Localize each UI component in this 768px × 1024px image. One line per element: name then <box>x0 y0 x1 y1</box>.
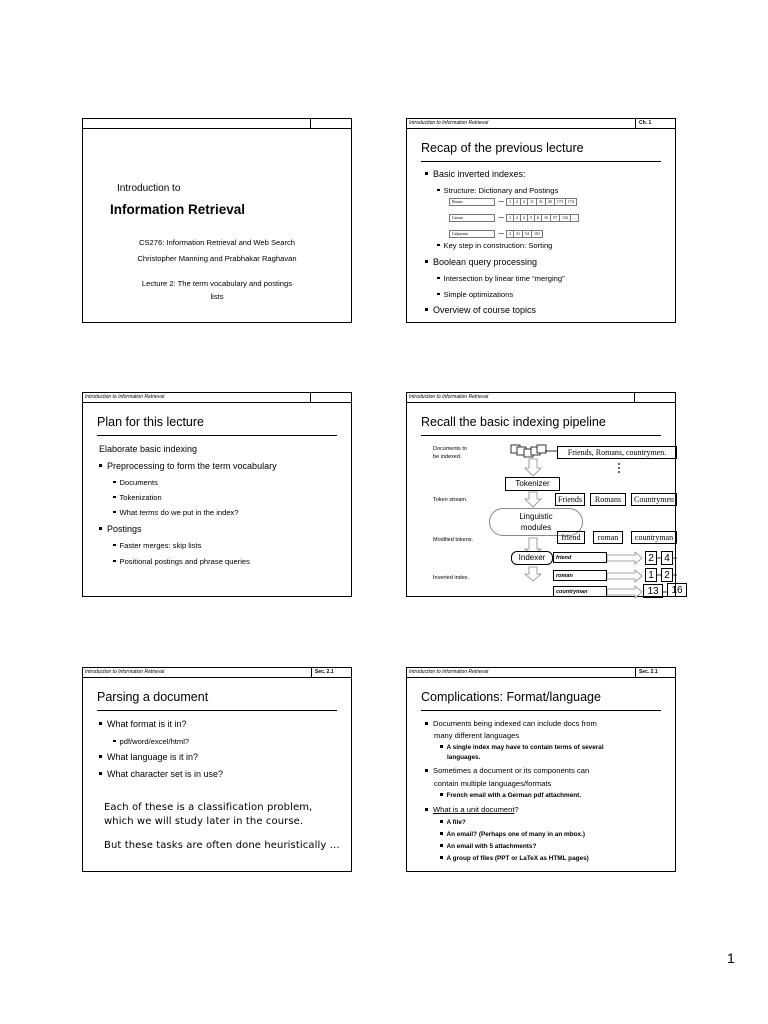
postings-term: Caesar <box>449 214 495 222</box>
slide-parsing <box>82 667 352 872</box>
label-inverted-index: Inverted index. <box>433 575 470 581</box>
sub-bullet-cont: languages. <box>447 754 481 761</box>
lecture-line: Lecture 2: The term vocabulary and postings <box>141 279 293 288</box>
posting-box: 2 <box>661 568 673 582</box>
sub-bullet: Tokenization <box>113 493 162 502</box>
modified-token-box: friend <box>557 531 585 544</box>
bullet-square-icon <box>425 769 428 772</box>
modules-label: modules <box>520 523 552 532</box>
section-label: Sec. 2.1 <box>635 668 675 677</box>
bullet-square-icon <box>440 745 443 748</box>
section-box <box>310 119 351 128</box>
slide-plan <box>82 392 352 597</box>
bullet: Postings <box>99 524 142 534</box>
postings-table <box>449 198 579 240</box>
bullet-square-icon <box>99 464 102 467</box>
bullet-cont: contain multiple languages/formats <box>434 779 552 788</box>
bullet-square-icon <box>425 260 428 263</box>
slide-header-bar <box>83 668 351 678</box>
section-box <box>310 393 351 402</box>
slide-complications <box>406 667 676 872</box>
bullet-square-icon <box>113 560 116 563</box>
sub-bullet: Documents <box>113 478 158 487</box>
bullet: Basic inverted indexes: <box>425 169 526 179</box>
bullet-square-icon <box>440 844 443 847</box>
label-token-stream: Token stream. <box>433 497 468 503</box>
token-box: Romans <box>590 493 626 506</box>
bullet-square-icon <box>440 856 443 859</box>
authors-line: Christopher Manning and Prabhakar Raghavan <box>137 254 297 263</box>
label-documents: Documents to <box>433 446 467 452</box>
course-line: CS276: Information Retrieval and Web Search <box>138 238 296 247</box>
sub-bullet: What terms do we put in the index? <box>113 508 239 517</box>
bullet: Documents being indexed can include docs from <box>425 719 597 728</box>
label-modified-tokens: Modified tokens. <box>433 537 474 543</box>
postings-term: Brutus <box>449 198 495 206</box>
bullet-square-icon <box>425 808 428 811</box>
bullet-square-icon <box>99 772 102 775</box>
slide-header-bar <box>407 119 675 129</box>
header-title: Introduction to Information Retrieval <box>409 120 489 126</box>
slide-header-bar <box>407 668 675 678</box>
bullet-square-icon <box>437 277 440 280</box>
sub-bullet: French email with a German pdf attachment. <box>440 792 581 799</box>
sub-bullet: An email with 5 attachments? <box>440 843 536 850</box>
sub-bullet: An email? (Perhaps one of many in an mbox.) <box>440 831 585 838</box>
bullet: Preprocessing to form the term vocabulary <box>99 461 277 471</box>
slide-title: Plan for this lecture <box>97 415 204 429</box>
index-term-box: roman <box>553 570 607 581</box>
posting-box: 1 <box>645 568 657 582</box>
lecture-line-cont: lists <box>210 292 224 301</box>
bullet-square-icon <box>99 755 102 758</box>
tokenizer-box: Tokenizer <box>505 477 560 491</box>
title-rule <box>97 710 337 711</box>
header-title: Introduction to Information Retrieval <box>409 394 489 400</box>
page-number: 1 <box>727 950 735 966</box>
indexer-box: Indexer <box>511 551 553 565</box>
bullet-square-icon <box>440 820 443 823</box>
paragraph-line: Each of these is a classification problem, <box>104 802 313 813</box>
linguistic-label: Linguistic <box>519 512 553 521</box>
paragraph-line: which we will study later in the course. <box>104 816 304 827</box>
posting-box: 16 <box>667 583 687 597</box>
bullet-square-icon <box>99 722 102 725</box>
header-title: Introduction to Information Retrieval <box>409 669 489 675</box>
bullet-cont: many different languages <box>434 731 520 740</box>
title-rule <box>421 161 661 162</box>
posting-box: 13 <box>643 584 663 598</box>
posting-box: 4 <box>661 551 673 565</box>
header-title: Introduction to Information Retrieval <box>85 394 165 400</box>
sub-bullet: A single index may have to contain terms of several <box>440 744 604 751</box>
slide-title: Recall the basic indexing pipeline <box>421 415 606 429</box>
unit-document-link[interactable]: What is a unit document <box>433 805 515 814</box>
bullet-square-icon <box>425 172 428 175</box>
slide-title: Complications: Format/language <box>421 690 601 704</box>
modified-token-box: roman <box>593 531 623 544</box>
bullet-square-icon <box>113 740 116 743</box>
paragraph-line: But these tasks are often done heuristically … <box>104 840 340 851</box>
token-box: Countrymen <box>631 493 677 506</box>
bullet: What character set is in use? <box>99 769 223 779</box>
bullet-square-icon <box>425 308 428 311</box>
bullet-square-icon <box>437 244 440 247</box>
label-documents-cont: be indexed. <box>433 454 462 460</box>
postings-row: Brutus ⟶ 1 2 4 11 31 45 173 174 <box>449 198 579 208</box>
cover-subtitle: Introduction to <box>117 183 181 194</box>
sub-bullet: Structure: Dictionary and Postings <box>437 186 558 195</box>
bullet-square-icon <box>113 481 116 484</box>
index-term-box: friend <box>553 552 607 563</box>
bullet-square-icon <box>113 511 116 514</box>
bullet-square-icon <box>113 544 116 547</box>
document-text-box: Friends, Romans, countrymen. <box>557 446 677 459</box>
bullet-square-icon <box>440 832 443 835</box>
bullet: Overview of course topics <box>425 305 536 315</box>
sub-bullet: pdf/word/excel/html? <box>113 737 189 746</box>
posting-box: 2 <box>645 551 657 565</box>
postings-row: Caesar ⟶ 1 2 4 5 6 16 57 132 ... <box>449 214 579 224</box>
bullet-square-icon <box>440 793 443 796</box>
section-label: Sec. 2.1 <box>311 668 351 677</box>
intro-line: Elaborate basic indexing <box>99 444 198 454</box>
sub-bullet: Key step in construction: Sorting <box>437 241 552 250</box>
cover-title: Information Retrieval <box>110 202 246 217</box>
modified-token-box: countryman <box>631 531 677 544</box>
sub-bullet: A group of files (PPT or LaTeX as HTML pages) <box>440 855 589 862</box>
section-label: Ch. 1 <box>635 119 675 128</box>
title-rule <box>97 435 337 436</box>
bullet: Sometimes a document or its components can <box>425 766 589 775</box>
slide-title: Recap of the previous lecture <box>421 141 584 155</box>
postings-term: Calpurnia <box>449 230 495 238</box>
bullet: What is a unit document? <box>425 805 519 814</box>
slide-cover <box>82 118 352 323</box>
sub-bullet: Positional postings and phrase queries <box>113 557 250 566</box>
sub-bullet: Intersection by linear time “merging” <box>437 274 565 283</box>
slide-title: Parsing a document <box>97 690 209 704</box>
bullet-square-icon <box>437 293 440 296</box>
bullet: What format is it in? <box>99 719 187 729</box>
title-rule <box>421 710 661 711</box>
slide-header-bar <box>83 119 351 129</box>
postings-row: Calpurnia ⟶ 2 31 54 101 <box>449 230 579 240</box>
bullet-square-icon <box>437 189 440 192</box>
slide-recap <box>406 118 676 323</box>
index-term-box: countryman <box>553 586 607 597</box>
header-title: Introduction to Information Retrieval <box>85 669 165 675</box>
token-box: Friends <box>555 493 585 506</box>
slide-header-bar <box>83 393 351 403</box>
bullet-square-icon <box>113 496 116 499</box>
bullet: Boolean query processing <box>425 257 537 267</box>
sub-bullet: A file? <box>440 819 466 826</box>
sub-bullet: Faster merges: skip lists <box>113 541 201 550</box>
slide-pipeline <box>406 392 683 597</box>
bullet-square-icon <box>99 527 102 530</box>
sub-bullet: Simple optimizations <box>437 290 513 299</box>
bullet-square-icon <box>425 722 428 725</box>
bullet: What language is it in? <box>99 752 198 762</box>
